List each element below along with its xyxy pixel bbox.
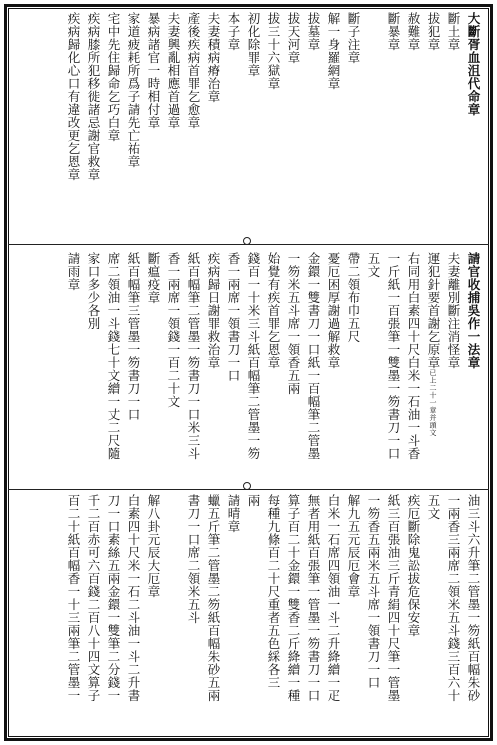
text-column [384,494,403,734]
column-text: 始覺有疾首罪乞恩章 [266,252,281,369]
text-column [104,12,123,240]
column-text: 夫妻離別斷注消怪章 [446,252,461,369]
text-column [444,494,463,734]
column-text: 斷暴章 [386,12,401,51]
text-column [224,252,243,484]
text-column [164,494,183,734]
column-text: 一笏香五兩米五斗席一領書刀一口 [366,494,381,689]
text-column [104,252,123,484]
column-text: 一笏米五斗席一領香五兩 [286,252,301,395]
text-column [124,252,143,484]
column-text: 解八卦元辰大厄章 [146,494,161,598]
text-column [224,12,243,240]
text-column [424,252,443,484]
column-text: 白素四十尺米一石二斗油一斗二升書 [126,494,141,702]
column-text: 家口多少各別 [86,252,101,330]
text-column [64,494,83,734]
column-text: 一兩香三兩席二領米五斗錢三百六十 [446,494,461,702]
text-column [124,12,143,240]
text-column [324,494,343,734]
column-text: 宅中先住歸命乞巧白章 [106,12,121,142]
text-column [224,494,243,734]
column-text: 斷土章 [446,12,461,51]
text-column [304,494,323,734]
text-column [204,12,223,240]
column-text: 拔墓章 [306,12,321,51]
column-text: 斷瘟疫章 [146,252,161,304]
text-column [184,12,203,240]
panel-middle [14,252,483,484]
column-text: 一斤紙一百張筆一雙墨一笏書刀一口 [386,252,401,460]
column-text: 五文 [366,252,381,278]
column-text: 拔天河章 [286,12,301,64]
column-text: 每種九條百二十尺重者五色綵各三 [266,494,281,689]
column-text: 白米一石席四領油一斗二升絳繒一疋 [326,494,341,702]
text-column [284,252,303,484]
column-text: 帶二領布巾五尺 [346,252,361,343]
text-column [244,252,263,484]
text-column [324,12,343,240]
column-text: 千二百赤可六百錢二百八十四文算子 [86,494,101,702]
text-column [244,494,263,734]
text-column [204,252,223,484]
text-column [384,12,403,240]
column-text: 刀一口素絲五兩金鐶一雙筆二分錢一 [106,494,121,702]
text-column [464,494,483,734]
panel-bottom [14,494,483,734]
column-text: 紙三百張油三斤青絹四十尺筆一管墨 [386,494,401,702]
text-column [284,12,303,240]
column-text: 疾厄斷除鬼訟拔危保安章 [406,494,421,637]
column-text: 錢百一十米三斗紙百幅筆二管墨一笏 [246,252,261,460]
text-column [264,12,283,240]
column-text: 香一兩席一領錢一百二十文 [166,252,181,408]
column-text: 拔三十六獄章 [266,12,281,90]
column-text: 暴病諸官一時相付章 [146,12,161,129]
column-text: 金鐶一雙書刀一口紙一百幅筆二管墨 [306,252,321,460]
text-column [324,252,343,484]
text-column [84,12,103,240]
text-column [244,12,263,240]
text-column [404,494,423,734]
column-text: 拔犯章 [426,12,441,51]
column-text: 疾病膝所犯移徙諸忌謝官救章 [86,12,101,181]
text-column [424,12,443,240]
text-column [84,252,103,484]
text-column [84,494,103,734]
text-column [164,252,183,484]
panel-top-columns [63,12,483,240]
text-column [364,252,383,484]
column-text: 香一兩席一領書刀一口 [226,252,241,382]
text-column [164,12,183,240]
text-column [124,494,143,734]
text-column [264,252,283,484]
panel-middle-columns [63,252,483,484]
column-text: 油三斗六升筆二管墨一笏紙百幅朱砂 [466,494,481,702]
column-text: 兩 [246,494,261,507]
column-text: 夫妻興亂相應首過章 [166,12,181,129]
column-text: 赦難章 [406,12,421,51]
text-column [344,12,363,240]
text-column [464,252,483,484]
column-text: 疾病歸日謝罪救治章 [206,252,221,369]
column-text: 大斷胥血沮代命章 [466,12,481,116]
text-column [104,494,123,734]
column-text: 百二十紙百幅香一十三兩筆二管墨一 [66,494,81,702]
text-column [344,494,363,734]
panel-top [14,12,483,240]
text-column [404,12,423,240]
text-column [464,12,483,240]
column-text: 右同用白素四十尺白米一石油一斗香 [406,252,421,460]
column-text: 憂厄困厚謝過解救章 [326,252,341,369]
column-text: 解一身羅網章 [326,12,341,90]
column-text: 夫妻積病瘠治章 [206,12,221,103]
text-column [344,252,363,484]
column-note: 已上二十一章并頭文 [429,369,437,437]
column-text: 請官收捕吳作一法章 [466,252,481,369]
column-text: 運犯針要首謝乞原章 [426,252,441,369]
column-text: 紙百幅筆二管墨一笏書刀一口米三斗 [186,252,201,460]
text-column [144,12,163,240]
text-column [264,494,283,734]
text-column [144,494,163,734]
column-text: 斷子注章 [346,12,361,64]
column-text: 席二領油一斗錢七十文繒一丈二尺隨 [106,252,121,460]
column-text: 請晴章 [226,494,241,533]
column-text: 算子百二十金鐶一雙香二斤絳繒一種 [286,494,301,702]
text-column [184,252,203,484]
text-column [424,494,443,734]
text-column [364,12,383,240]
column-text: 書刀一口席二領米五斗 [186,494,201,624]
column-text: 請雨章 [66,252,81,291]
text-column [64,12,83,240]
column-text: 本子章 [226,12,241,51]
text-column [444,252,463,484]
text-column [284,494,303,734]
panel-bottom-columns [63,494,483,734]
text-column [384,252,403,484]
text-column [404,252,423,484]
column-text: 家道疲耗所爲子請先亡祐章 [126,12,141,168]
column-text: 解九五元辰厄會章 [346,494,361,598]
column-text: 無者用紙百張筆一管墨一笏書刀一口 [306,494,321,702]
column-text: 蠟五斤筆二管墨二笏紙百幅朱砂五兩 [206,494,221,702]
text-column [144,252,163,484]
column-text: 產後疾病首罪乞愈章 [186,12,201,129]
text-column [304,12,323,240]
column-text: 疾病歸化心口有違改更乞恩章 [66,12,81,181]
text-column [204,494,223,734]
column-text: 五文 [426,494,441,520]
text-column [184,494,203,734]
text-column [304,252,323,484]
text-column [64,252,83,484]
column-text: 初化除罪章 [246,12,261,77]
column-text: 紙百幅筆三管墨一笏書刀一口 [126,252,141,421]
text-column [444,12,463,240]
text-column [364,494,383,734]
